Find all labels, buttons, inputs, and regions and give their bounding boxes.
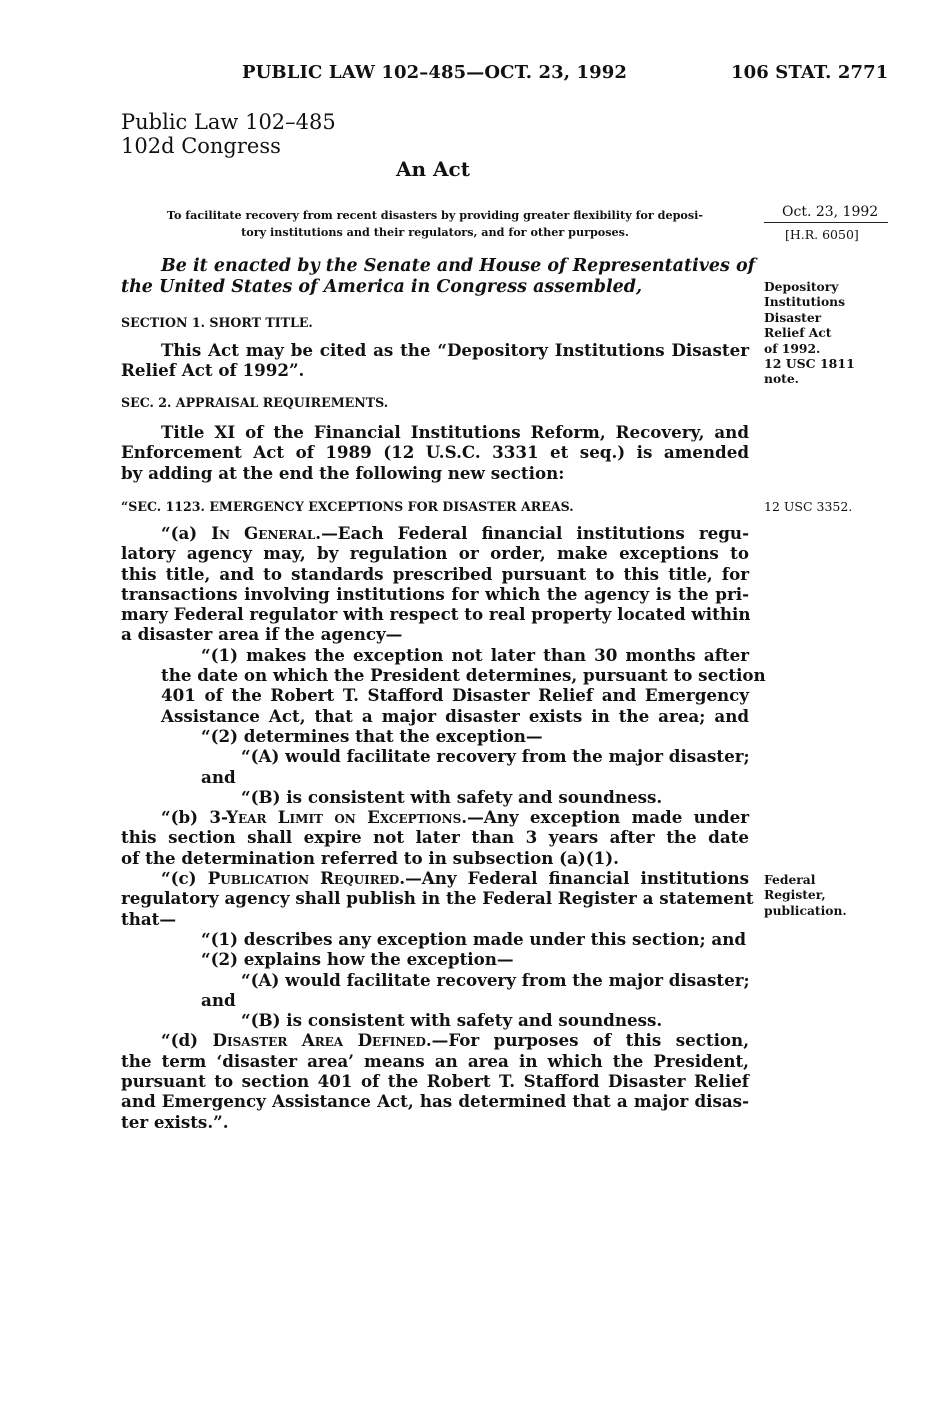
act-title: An Act xyxy=(396,157,470,181)
congress-label: 102d Congress xyxy=(121,134,281,158)
body-text: .—Any Federal financial institutions xyxy=(399,868,750,889)
purpose-statement xyxy=(121,207,749,241)
section-2-heading: SEC. 2. APPRAISAL REQUIREMENTS. xyxy=(121,395,389,410)
body-text: .—Each Federal financial institutions regu- xyxy=(315,523,749,543)
margin-note-line: publication. xyxy=(764,902,847,918)
subsection-d-label: “(d) xyxy=(161,1030,199,1051)
body-line: “(2) explains how the exception— xyxy=(201,949,514,970)
subparagraph-a-A xyxy=(121,746,749,766)
body-line: Enforcement Act of 1989 (12 U.S.C. 3331 et seq.) is amended xyxy=(121,442,749,463)
subsection-b-label: “(b) xyxy=(161,807,199,828)
body-text: .—For purposes of this section, xyxy=(425,1030,749,1051)
subsection-a-caption: In General xyxy=(211,523,316,543)
body-line: and xyxy=(201,989,236,1010)
body-line: transactions involving institutions for which the agency is the pri- xyxy=(121,583,749,604)
body-line: “(2) determines that the exception— xyxy=(201,725,543,746)
purpose-line: tory institutions and their regulators, and for other purposes. xyxy=(241,225,629,239)
margin-note-federal-register xyxy=(764,872,847,918)
margin-date: Oct. 23, 1992 xyxy=(782,204,879,220)
margin-note-line: 12 USC 1811 xyxy=(764,356,855,372)
section-2-text xyxy=(121,422,749,483)
body-line: 401 of the Robert T. Stafford Disaster Relief and Emergency xyxy=(161,685,749,706)
section-1123-heading: “SEC. 1123. EMERGENCY EXCEPTIONS FOR DISASTER AREAS. xyxy=(121,499,574,514)
body-line: Title XI of the Financial Institutions Reform, Recovery, and xyxy=(161,422,749,442)
body-line: “(A) would facilitate recovery from the major disaster; xyxy=(241,746,750,767)
running-head-stat: 106 STAT. 2771 xyxy=(731,62,889,83)
margin-note-line: Institutions xyxy=(764,294,846,310)
body-line: and Emergency Assistance Act, has determined that a major disas- xyxy=(121,1091,749,1112)
margin-bill-number: [H.R. 6050] xyxy=(785,227,859,242)
body-line: “(A) would facilitate recovery from the major disaster; xyxy=(241,969,750,990)
subsection-a-first-line xyxy=(121,523,749,543)
section-1-heading: SECTION 1. SHORT TITLE. xyxy=(121,315,313,330)
body-line: and xyxy=(201,766,236,787)
margin-note-line: Federal xyxy=(764,872,816,887)
margin-note-line: Relief Act xyxy=(764,325,832,341)
margin-note-line: Disaster xyxy=(764,309,822,325)
subsection-c-caption: Publication Required xyxy=(207,868,400,889)
body-line: “(B) is consistent with safety and soundness. xyxy=(241,1010,663,1031)
margin-rule xyxy=(764,222,888,223)
body-line: that— xyxy=(121,908,177,929)
body-text: .—Any exception made under xyxy=(461,807,750,828)
subsection-b-caption: 3-Year Limit on Exceptions xyxy=(209,807,462,828)
body-line: a disaster area if the agency— xyxy=(121,624,403,645)
subsection-d-caption: Disaster Area Defined xyxy=(212,1030,426,1051)
section-1123-body xyxy=(121,523,766,1132)
enacting-line: the United States of America in Congress assembled, xyxy=(121,277,643,297)
subsection-b-first-line xyxy=(121,807,749,827)
margin-note-line: note. xyxy=(764,371,799,387)
enacting-clause xyxy=(121,256,756,298)
margin-note-short-title xyxy=(764,279,855,386)
enacting-line: Be it enacted by the Senate and House of Representatives of xyxy=(161,256,756,276)
body-line: by adding at the end the following new section: xyxy=(121,462,565,483)
body-line: Relief Act of 1992”. xyxy=(121,360,305,381)
body-line: pursuant to section 401 of the Robert T. Stafford Disaster Relief xyxy=(121,1071,749,1092)
body-line: regulatory agency shall publish in the Federal Register a statement xyxy=(121,888,754,909)
subsection-c-first-line xyxy=(121,868,749,888)
margin-note-usc-3352: 12 USC 3352. xyxy=(764,499,853,514)
body-line: the date on which the President determines, pursuant to section xyxy=(161,665,766,686)
body-line: the term ‘disaster area’ means an area in which the President, xyxy=(121,1050,749,1071)
body-line: This Act may be cited as the “Depository Institutions Disaster xyxy=(161,340,749,360)
subparagraph-c-A xyxy=(121,970,749,990)
body-line: of the determination referred to in subsection (a)(1). xyxy=(121,847,619,868)
subsection-c-label: “(c) xyxy=(161,868,197,889)
body-line: “(1) makes the exception not later than 30 months after xyxy=(201,644,749,665)
subsection-a-label: “(a) xyxy=(161,523,198,543)
subsection-d-first-line xyxy=(121,1030,749,1050)
body-line: latory agency may, by regulation or order, make exceptions to xyxy=(121,543,749,564)
body-line: ter exists.”. xyxy=(121,1111,229,1132)
body-line: mary Federal regulator with respect to real property located within xyxy=(121,604,751,625)
public-law-number: Public Law 102–485 xyxy=(121,110,336,134)
margin-note-line: Register, xyxy=(764,887,826,903)
margin-note-line: Depository xyxy=(764,279,839,294)
body-line: “(1) describes any exception made under this section; and xyxy=(201,928,747,949)
paragraph-a-1 xyxy=(121,644,766,726)
purpose-line: To facilitate recovery from recent disasters by providing greater flexibility for deposi- xyxy=(166,208,704,222)
running-head-title: PUBLIC LAW 102–485—OCT. 23, 1992 xyxy=(242,62,627,83)
body-line: this section shall expire not later than 3 years after the date xyxy=(121,827,749,848)
body-line: Assistance Act, that a major disaster exists in the area; and xyxy=(161,705,749,726)
margin-note-line: of 1992. xyxy=(764,340,821,356)
body-line: “(B) is consistent with safety and soundness. xyxy=(241,786,663,807)
body-line: this title, and to standards prescribed pursuant to this title, for xyxy=(121,563,749,584)
section-1-text xyxy=(121,340,749,381)
